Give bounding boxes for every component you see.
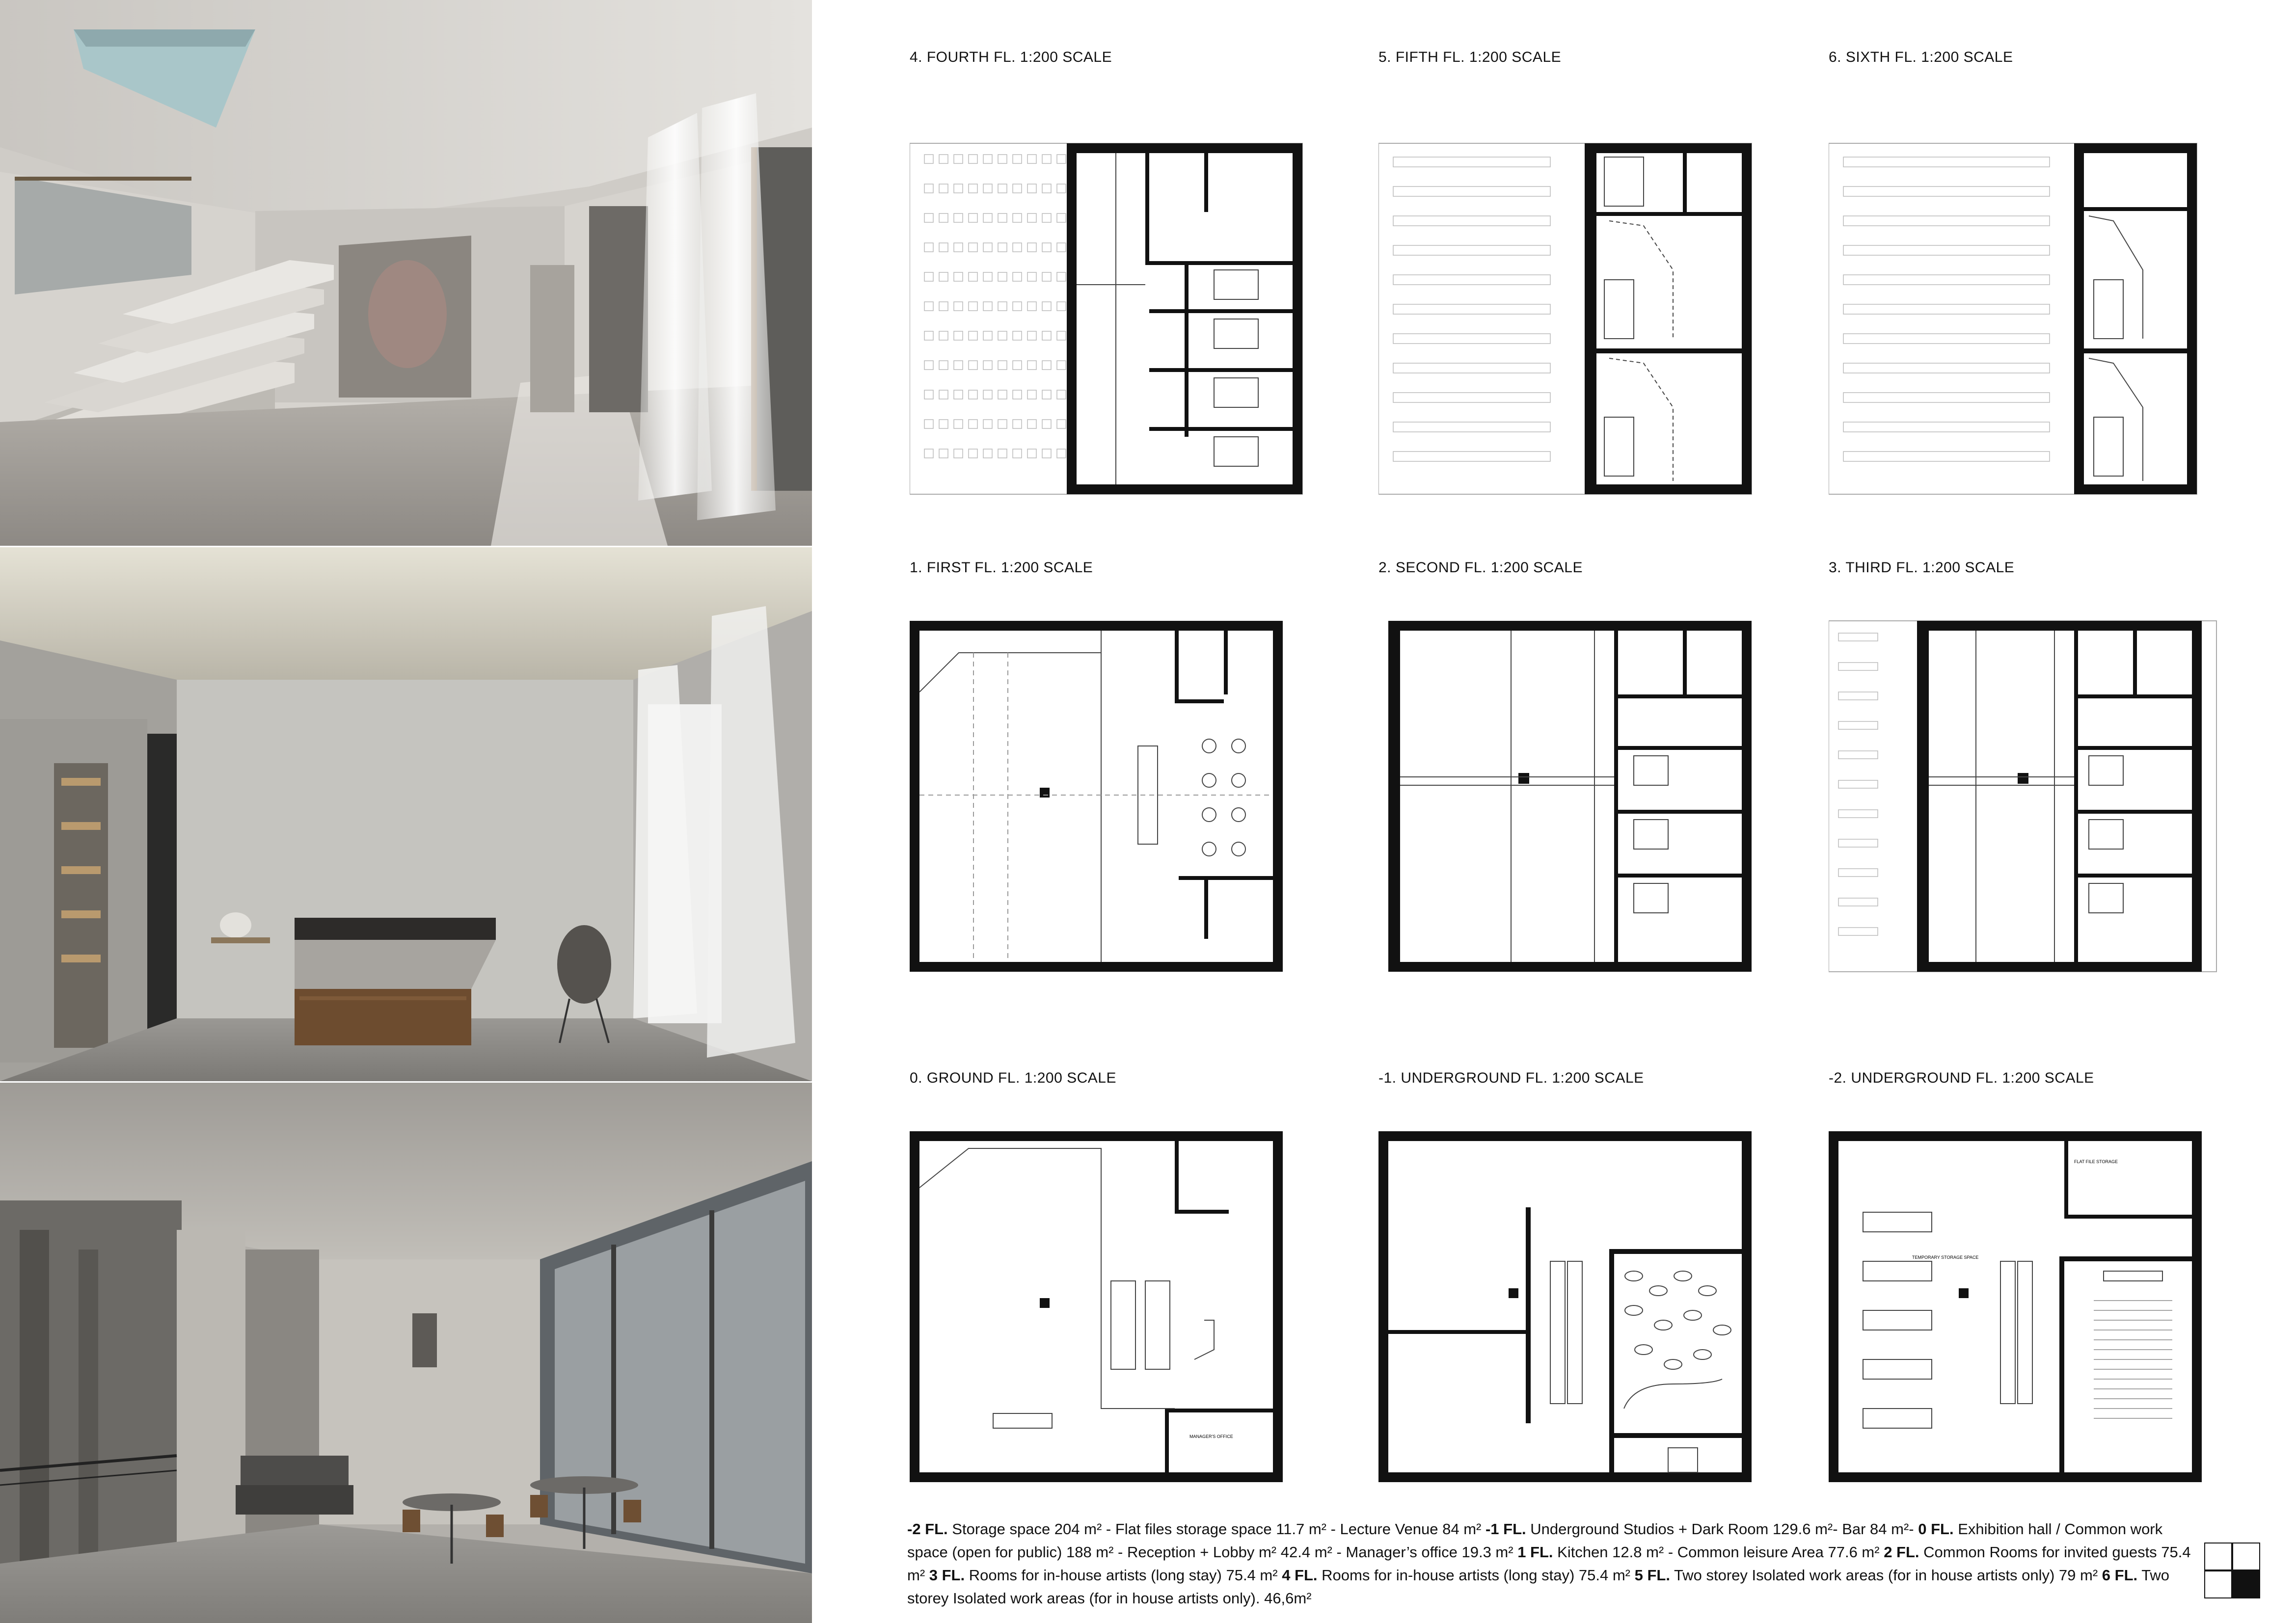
floor-label: -1 FL. [1485,1520,1526,1538]
floor-label: 2 FL. [1884,1543,1919,1561]
render-stair-hall [0,0,812,546]
plan-second-drawing [1378,584,1820,1050]
floor-desc: Two storey Isolated work areas (for in house artists only). 46,6m² [907,1567,2170,1607]
render-guest-bedroom [0,547,812,1081]
area-legend [907,1517,2198,1610]
floor-desc: Kitchen 12.8 m² - Common leisure Area 77.6 m² [1553,1543,1884,1561]
plan-title: 2. SECOND FL. 1:200 SCALE [1378,559,1583,576]
plan-underground-1 [1378,1070,1820,1561]
floor-desc: Exhibition hall / Common work space (open for public) 188 m² - Reception + Lobby m² 42.4 m² - Manager’s office 19.3 m² [907,1520,2163,1561]
plan-first-floor [910,559,1351,1050]
plan-fourth-drawing [910,74,1351,540]
plan-underground-2 [1829,1070,2270,1561]
floor-label: -2 FL. [907,1520,948,1538]
sheet-key [2204,1543,2261,1599]
plan-third-floor [1829,559,2270,1050]
walls [910,1131,1283,1482]
render-kitchen-leisure [0,1083,812,1623]
floor-label: 6 FL. [2102,1567,2138,1584]
flat-file-label: FLAT FILE STORAGE [2074,1159,2118,1164]
plan-first-drawing [910,584,1351,1050]
floor-label: 4 FL. [1282,1567,1318,1584]
plan-title: -1. UNDERGROUND FL. 1:200 SCALE [1378,1070,1644,1086]
plan-ground-drawing [910,1094,1351,1561]
plan-title: 6. SIXTH FL. 1:200 SCALE [1829,49,2013,65]
floor-desc: Rooms for in-house artists (long stay) 75.4 m² [1317,1567,1635,1584]
key-cell [2204,1543,2232,1570]
stair-hall-image [0,0,812,546]
lounge-image [0,1083,812,1623]
floor-label: 5 FL. [1634,1567,1670,1584]
plan-fifth-drawing [1378,74,1820,540]
walls [1388,621,1752,972]
plan-title: -2. UNDERGROUND FL. 1:200 SCALE [1829,1070,2094,1086]
bedroom-image [0,547,812,1081]
plan-sixth-drawing [1829,74,2270,540]
plan-title: 0. GROUND FL. 1:200 SCALE [910,1070,1116,1086]
grid-pattern [924,155,1066,458]
floor-label: 3 FL. [929,1567,965,1584]
walls [2074,143,2197,494]
plan-ground-floor [910,1070,1351,1561]
key-cell [2232,1543,2260,1570]
floor-desc: Rooms for in-house artists (long stay) 75.4 m² [965,1567,1282,1584]
plan-fifth-floor [1378,49,1820,540]
floor-desc: Underground Studios + Dark Room 129.6 m²- Bar 84 m²- [1526,1520,1918,1538]
plan-title: 3. THIRD FL. 1:200 SCALE [1829,559,2015,576]
plan-ug1-drawing [1378,1094,1820,1561]
plan-title: 1. FIRST FL. 1:200 SCALE [910,559,1093,576]
storage-label: TEMPORARY STORAGE SPACE [1912,1255,1979,1260]
floor-desc: Two storey Isolated work areas (for in house artists only) 79 m² [1670,1567,2102,1584]
plan-fourth-floor [910,49,1351,540]
plan-title: 5. FIFTH FL. 1:200 SCALE [1378,49,1562,65]
plan-second-floor [1378,559,1820,1050]
plan-title: 4. FOURTH FL. 1:200 SCALE [910,49,1112,65]
floor-desc: Storage space 204 m² - Flat files storage space 11.7 m² - Lecture Venue 84 m² [947,1520,1486,1538]
walls [1585,143,1752,494]
key-cell [2204,1570,2232,1598]
walls [1917,621,2202,972]
plan-ug2-drawing [1829,1094,2270,1561]
walls [1067,143,1302,494]
walls [910,621,1283,972]
floor-desc: Common Rooms for invited guests 75.4 m² [907,1543,2191,1584]
key-cell-active [2232,1570,2260,1598]
floor-label: 0 FL. [1918,1520,1954,1538]
plan-sixth-floor [1829,49,2270,540]
office-label: MANAGER'S OFFICE [1189,1434,1233,1439]
floor-label: 1 FL. [1517,1543,1553,1561]
plan-third-drawing [1829,584,2270,1050]
